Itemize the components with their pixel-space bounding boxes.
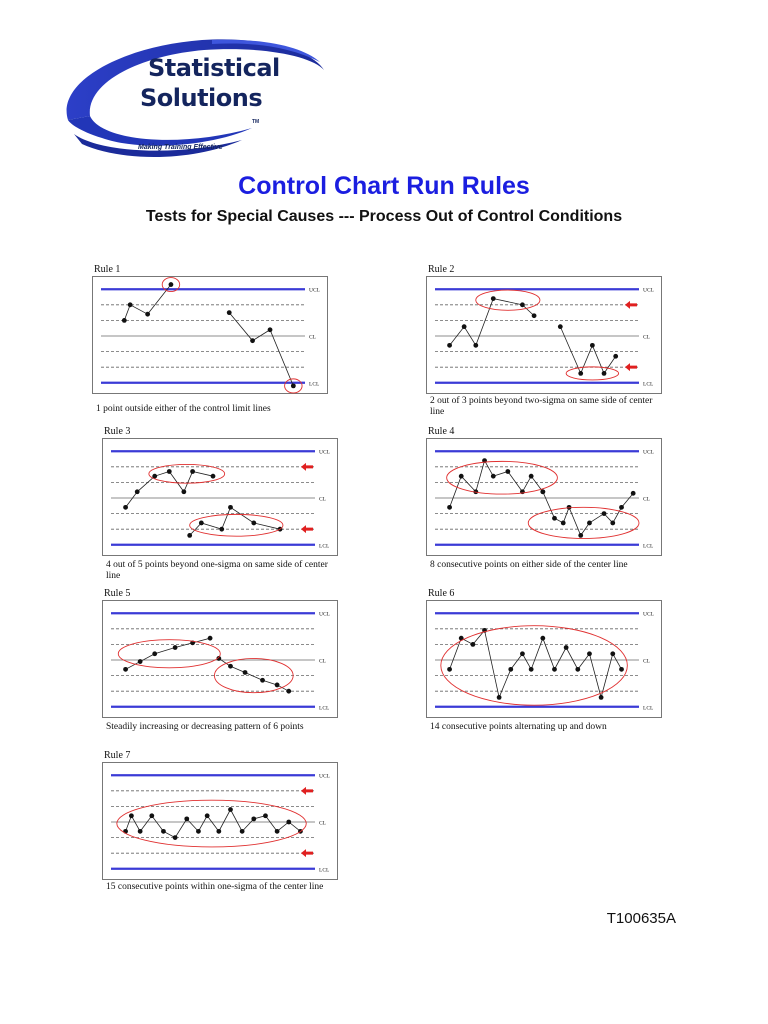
data-point (275, 829, 280, 834)
rule-caption: Steadily increasing or decreasing pattern of 6 points (106, 722, 304, 732)
logo-text-statistical: Statistical (148, 54, 280, 82)
document-code: T100635A (606, 910, 676, 927)
rule-label: Rule 6 (428, 588, 455, 599)
logo-trademark: TM (252, 119, 260, 125)
data-point (610, 521, 615, 526)
ucl-label: UCL (319, 773, 330, 780)
data-point (123, 505, 128, 510)
company-logo (62, 24, 332, 164)
data-point (286, 689, 291, 694)
data-point (610, 651, 615, 656)
ucl-label: UCL (643, 449, 654, 456)
data-point (520, 302, 525, 307)
data-point (199, 521, 204, 526)
lcl-label: LCL (643, 543, 654, 550)
data-point (243, 670, 248, 675)
cl-label: CL (643, 334, 651, 341)
chart-svg (427, 439, 663, 557)
rule-caption: 2 out of 3 points beyond two-sigma on same side of center line (430, 396, 653, 417)
data-point (128, 302, 133, 307)
data-point (552, 516, 557, 521)
data-point (540, 489, 545, 494)
cl-label: CL (319, 820, 327, 827)
lcl-label: LCL (319, 705, 330, 712)
series-line (190, 507, 280, 535)
ucl-label: UCL (643, 287, 654, 294)
data-point (275, 683, 280, 688)
highlight-ellipse (118, 640, 220, 668)
data-point (250, 338, 255, 343)
cl-label: CL (319, 496, 327, 503)
highlight-ellipse (441, 626, 628, 706)
highlight-ellipse (447, 461, 558, 494)
lcl-label: LCL (319, 543, 330, 550)
chart-svg (93, 277, 329, 395)
zone-arrow-icon (301, 787, 313, 795)
control-chart-panel (426, 438, 662, 556)
data-point (122, 318, 127, 323)
cl-label: CL (319, 658, 327, 665)
data-point (219, 527, 224, 532)
control-chart-panel (426, 276, 662, 394)
data-point (619, 505, 624, 510)
data-point (473, 343, 478, 348)
rule-label: Rule 5 (104, 588, 131, 599)
highlight-ellipse (190, 514, 283, 536)
data-point (447, 667, 452, 672)
cl-label: CL (643, 658, 651, 665)
chart-svg (103, 439, 339, 557)
rule-caption: 1 point outside either of the control limit lines (96, 404, 271, 414)
data-point (169, 282, 174, 287)
control-chart-panel (426, 600, 662, 718)
data-point (602, 371, 607, 376)
data-point (138, 829, 143, 834)
data-point (251, 521, 256, 526)
data-point (173, 645, 178, 650)
data-point (561, 521, 566, 526)
data-point (216, 829, 221, 834)
chart-svg (427, 277, 663, 395)
zone-arrow-icon (301, 525, 313, 533)
lcl-label: LCL (643, 705, 654, 712)
rule-label: Rule 7 (104, 750, 131, 761)
lcl-label: LCL (319, 867, 330, 874)
data-point (152, 651, 157, 656)
control-chart-panel (102, 438, 338, 556)
rule-label: Rule 1 (94, 264, 121, 275)
rule-caption: 8 consecutive points on either side of the center line (430, 560, 628, 570)
data-point (491, 296, 496, 301)
rule-label: Rule 2 (428, 264, 455, 275)
rule-caption: 15 consecutive points within one-sigma of the center line (106, 882, 324, 892)
data-point (447, 343, 452, 348)
data-point (291, 383, 296, 388)
data-point (228, 505, 233, 510)
data-point (181, 489, 186, 494)
data-point (602, 511, 607, 516)
zone-arrow-icon (625, 363, 637, 371)
chart-svg (103, 763, 339, 881)
zone-arrow-icon (301, 463, 313, 471)
zone-arrow-icon (625, 301, 637, 309)
control-chart-panel (102, 762, 338, 880)
data-point (529, 474, 534, 479)
series-line (126, 472, 213, 508)
data-point (286, 820, 291, 825)
data-point (552, 667, 557, 672)
data-point (505, 469, 510, 474)
series-line (229, 313, 293, 386)
cl-label: CL (643, 496, 651, 503)
data-point (508, 667, 513, 672)
rule-caption: 4 out of 5 points beyond one-sigma on same side of center line (106, 560, 328, 581)
data-point (227, 310, 232, 315)
data-point (529, 667, 534, 672)
data-point (590, 343, 595, 348)
lcl-label: LCL (309, 381, 320, 388)
cl-label: CL (309, 334, 317, 341)
series-line (560, 327, 615, 374)
data-point (149, 813, 154, 818)
data-point (167, 469, 172, 474)
highlight-ellipse (117, 800, 306, 847)
data-point (631, 491, 636, 496)
data-point (138, 659, 143, 664)
data-point (263, 813, 268, 818)
data-point (587, 521, 592, 526)
ucl-label: UCL (319, 611, 330, 618)
data-point (184, 816, 189, 821)
data-point (564, 645, 569, 650)
logo-text-solutions: Solutions (140, 84, 263, 112)
data-point (135, 489, 140, 494)
data-point (470, 642, 475, 647)
data-point (196, 829, 201, 834)
data-point (575, 667, 580, 672)
rule-caption: 14 consecutive points alternating up and down (430, 722, 607, 732)
highlight-ellipse (566, 367, 618, 380)
data-point (208, 636, 213, 641)
data-point (161, 829, 166, 834)
lcl-label: LCL (643, 381, 654, 388)
data-point (587, 651, 592, 656)
data-point (520, 651, 525, 656)
data-point (240, 829, 245, 834)
data-point (599, 695, 604, 700)
ucl-label: UCL (643, 611, 654, 618)
control-chart-panel (102, 600, 338, 718)
series-line (450, 630, 622, 697)
data-point (532, 313, 537, 318)
page-subtitle: Tests for Special Causes --- Process Out of Control Conditions (145, 208, 623, 225)
page-title: Control Chart Run Rules (238, 172, 530, 200)
data-point (540, 636, 545, 641)
data-point (497, 695, 502, 700)
chart-svg (103, 601, 339, 719)
rule-label: Rule 4 (428, 426, 455, 437)
ucl-label: UCL (319, 449, 330, 456)
series-line (450, 461, 543, 508)
data-point (228, 664, 233, 669)
data-point (173, 835, 178, 840)
rule-label: Rule 3 (104, 426, 131, 437)
control-chart-panel (92, 276, 328, 394)
data-point (459, 474, 464, 479)
data-point (619, 667, 624, 672)
zone-arrow-icon (301, 849, 313, 857)
logo-tagline: Making Training Effective (138, 144, 223, 151)
data-point (190, 469, 195, 474)
data-point (613, 354, 618, 359)
data-point (123, 667, 128, 672)
data-point (578, 533, 583, 538)
data-point (462, 324, 467, 329)
data-point (205, 813, 210, 818)
data-point (228, 807, 233, 812)
ucl-label: UCL (309, 287, 320, 294)
data-point (578, 371, 583, 376)
data-point (268, 327, 273, 332)
data-point (558, 324, 563, 329)
data-point (129, 813, 134, 818)
data-point (251, 816, 256, 821)
chart-svg (427, 601, 663, 719)
data-point (447, 505, 452, 510)
data-point (211, 474, 216, 479)
data-point (491, 474, 496, 479)
data-point (260, 678, 265, 683)
data-point (145, 312, 150, 317)
highlight-ellipse (528, 507, 639, 538)
highlight-ellipse (476, 290, 540, 310)
data-point (187, 533, 192, 538)
